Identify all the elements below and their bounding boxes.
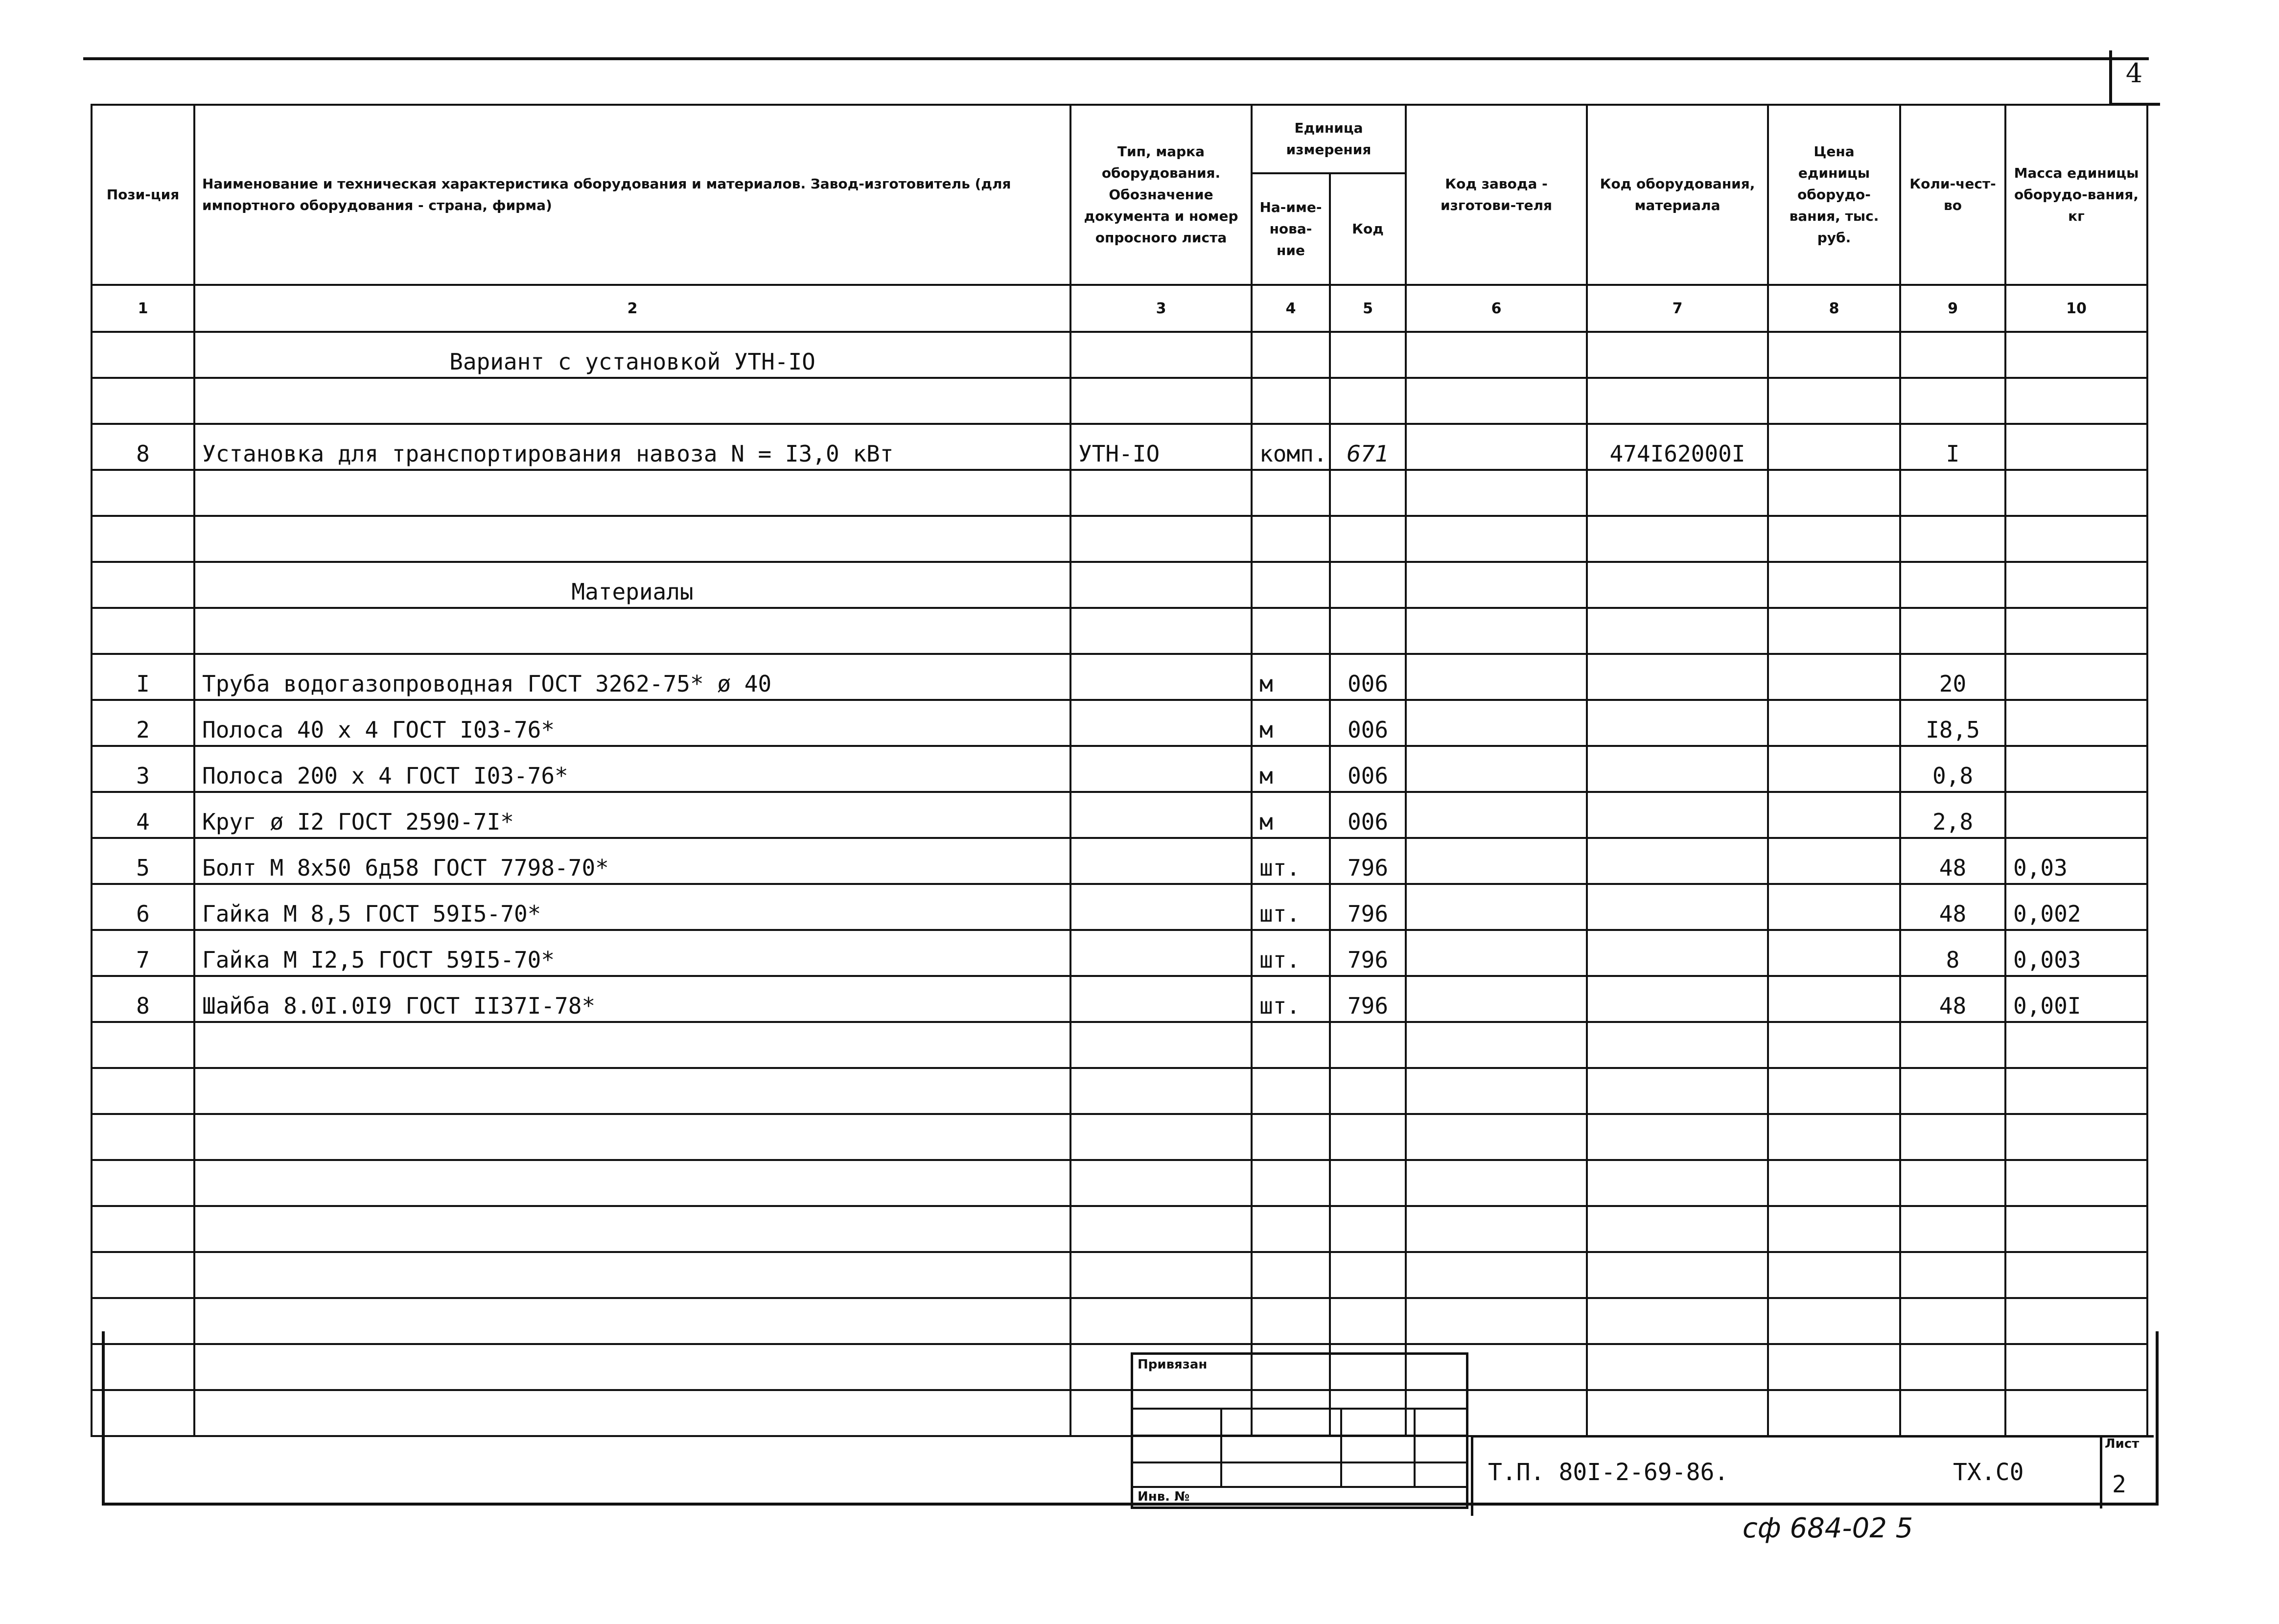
cell-mass	[2005, 1114, 2147, 1160]
cell-maker-code	[1406, 976, 1587, 1022]
cell-mass	[2005, 1068, 2147, 1114]
cell-type: УТН-IO	[1070, 424, 1252, 470]
cell-name: Труба водогазопроводная ГОСТ 3262-75* ø 40	[194, 654, 1070, 700]
table-row	[92, 838, 2147, 884]
cell-name	[194, 1252, 1070, 1298]
cell-mass	[2005, 654, 2147, 700]
cell-name: Круг ø I2 ГОСТ 2590-7I*	[194, 792, 1070, 838]
sheet-label: Лист	[2105, 1437, 2139, 1451]
cell-maker-code	[1406, 1252, 1587, 1298]
cell-name: Полоса 40 х 4 ГОСТ I03-76*	[194, 700, 1070, 746]
cell-maker-code	[1406, 1068, 1587, 1114]
cell-quantity	[1900, 516, 2005, 562]
cell-quantity: 0,8	[1900, 746, 2005, 792]
cell-position: 2	[92, 700, 194, 746]
cell-equip-code	[1587, 838, 1768, 884]
cell-maker-code	[1406, 470, 1587, 516]
cell-unit-code	[1330, 1252, 1406, 1298]
binding-block	[1131, 1352, 1468, 1509]
cell-unit-code	[1330, 1068, 1406, 1114]
cell-position: 6	[92, 884, 194, 930]
cell-quantity	[1900, 608, 2005, 654]
cell-quantity	[1900, 1206, 2005, 1252]
cell-mass	[2005, 1160, 2147, 1206]
cell-unit-code	[1330, 332, 1406, 378]
cell-unit-code: 006	[1330, 746, 1406, 792]
cell-type	[1070, 1114, 1252, 1160]
cell-position	[92, 1206, 194, 1252]
column-number: 3	[1070, 285, 1252, 332]
cell-type	[1070, 838, 1252, 884]
cell-position	[92, 1068, 194, 1114]
header-equip-code: Код оборудования, материала	[1587, 105, 1768, 285]
cell-type	[1070, 700, 1252, 746]
cell-name: Гайка М 8,5 ГОСТ 59I5-70*	[194, 884, 1070, 930]
cell-quantity: 48	[1900, 976, 2005, 1022]
cell-position: 7	[92, 930, 194, 976]
cell-unit-code	[1330, 516, 1406, 562]
cell-quantity	[1900, 1160, 2005, 1206]
column-number: 10	[2005, 285, 2147, 332]
cell-quantity	[1900, 470, 2005, 516]
cell-equip-code	[1587, 884, 1768, 930]
header-quantity: Коли-чест-во	[1900, 105, 2005, 285]
cell-maker-code	[1406, 930, 1587, 976]
cell-mass	[2005, 1252, 2147, 1298]
cell-quantity: I	[1900, 424, 2005, 470]
cell-price	[1768, 1114, 1900, 1160]
cell-equip-code	[1587, 470, 1768, 516]
document-number: Т.П. 80I-2-69-86.	[1488, 1459, 1729, 1486]
table-row	[92, 1022, 2147, 1068]
cell-quantity: 20	[1900, 654, 2005, 700]
cell-name	[194, 470, 1070, 516]
cell-quantity	[1900, 1022, 2005, 1068]
cell-maker-code	[1406, 838, 1587, 884]
cell-price	[1768, 424, 1900, 470]
header-name: Наименование и техническая характеристика оборудования и материалов. Завод-изготовитель (для импортного оборудования - страна, фирма)	[194, 105, 1070, 285]
inventory-label: Инв. №	[1138, 1489, 1190, 1504]
cell-maker-code	[1406, 1160, 1587, 1206]
cell-position	[92, 1252, 194, 1298]
cell-name	[194, 608, 1070, 654]
cell-equip-code	[1587, 1160, 1768, 1206]
cell-price	[1768, 1068, 1900, 1114]
cell-mass	[2005, 700, 2147, 746]
cell-type	[1070, 1160, 1252, 1206]
cell-position	[92, 470, 194, 516]
cell-maker-code	[1406, 746, 1587, 792]
cell-price	[1768, 792, 1900, 838]
cell-type	[1070, 608, 1252, 654]
table-row	[92, 654, 2147, 700]
cell-maker-code	[1406, 424, 1587, 470]
cell-mass	[2005, 424, 2147, 470]
archive-stamp: сф 684-02 5	[1743, 1512, 1913, 1544]
cell-type	[1070, 562, 1252, 608]
cell-price	[1768, 1206, 1900, 1252]
column-number: 6	[1406, 285, 1587, 332]
cell-equip-code: 474I62000I	[1587, 424, 1768, 470]
cell-maker-code	[1406, 1114, 1587, 1160]
cell-unit-name	[1252, 1114, 1330, 1160]
column-number: 7	[1587, 285, 1768, 332]
table-row	[92, 378, 2147, 424]
cell-unit-name	[1252, 1068, 1330, 1114]
cell-name	[194, 516, 1070, 562]
cell-name: Гайка М I2,5 ГОСТ 59I5-70*	[194, 930, 1070, 976]
cell-position	[92, 562, 194, 608]
cell-equip-code	[1587, 1068, 1768, 1114]
cell-name: Полоса 200 х 4 ГОСТ I03-76*	[194, 746, 1070, 792]
cell-quantity	[1900, 332, 2005, 378]
cell-position	[92, 1114, 194, 1160]
cell-quantity	[1900, 378, 2005, 424]
cell-position	[92, 378, 194, 424]
cell-mass	[2005, 608, 2147, 654]
cell-unit-code	[1330, 1160, 1406, 1206]
cell-quantity: 48	[1900, 884, 2005, 930]
column-number: 1	[92, 285, 194, 332]
cell-unit-code: 796	[1330, 930, 1406, 976]
cell-price	[1768, 470, 1900, 516]
cell-type	[1070, 1206, 1252, 1252]
cell-type	[1070, 470, 1252, 516]
table-row	[92, 516, 2147, 562]
cell-type	[1070, 378, 1252, 424]
cell-quantity: 2,8	[1900, 792, 2005, 838]
cell-quantity	[1900, 1114, 2005, 1160]
cell-type	[1070, 746, 1252, 792]
cell-equip-code	[1587, 976, 1768, 1022]
cell-unit-code: 006	[1330, 654, 1406, 700]
cell-unit-code: 796	[1330, 976, 1406, 1022]
cell-price	[1768, 562, 1900, 608]
cell-unit-code: 796	[1330, 884, 1406, 930]
cell-equip-code	[1587, 700, 1768, 746]
cell-name: Установка для транспортирования навоза N = I3,0 кВт	[194, 424, 1070, 470]
cell-equip-code	[1587, 930, 1768, 976]
cell-type	[1070, 332, 1252, 378]
cell-maker-code	[1406, 562, 1587, 608]
cell-type	[1070, 930, 1252, 976]
cell-type	[1070, 884, 1252, 930]
cell-unit-name	[1252, 1160, 1330, 1206]
bound-label: Привязан	[1138, 1357, 1208, 1372]
cell-unit-name: м	[1252, 792, 1330, 838]
cell-quantity	[1900, 1068, 2005, 1114]
cell-unit-name	[1252, 1022, 1330, 1068]
header-unit-name: На-име-нова-ние	[1252, 173, 1330, 285]
header-mass: Масса единицы оборудо-вания, кг	[2005, 105, 2147, 285]
header-position: Пози-ция	[92, 105, 194, 285]
table-row	[92, 1252, 2147, 1298]
cell-price	[1768, 516, 1900, 562]
cell-position: 3	[92, 746, 194, 792]
cell-position	[92, 1022, 194, 1068]
cell-price	[1768, 1252, 1900, 1298]
column-number: 4	[1252, 285, 1330, 332]
cell-type	[1070, 654, 1252, 700]
cell-type	[1070, 1252, 1252, 1298]
cell-quantity: 8	[1900, 930, 2005, 976]
cell-unit-name	[1252, 470, 1330, 516]
cell-unit-code: 796	[1330, 838, 1406, 884]
cell-price	[1768, 1022, 1900, 1068]
cell-mass	[2005, 792, 2147, 838]
column-number: 2	[194, 285, 1070, 332]
cell-unit-name	[1252, 332, 1330, 378]
column-number: 8	[1768, 285, 1900, 332]
cell-position	[92, 516, 194, 562]
table-row	[92, 1068, 2147, 1114]
cell-price	[1768, 930, 1900, 976]
cell-maker-code	[1406, 516, 1587, 562]
cell-mass	[2005, 746, 2147, 792]
cell-equip-code	[1587, 1022, 1768, 1068]
cell-equip-code	[1587, 654, 1768, 700]
specification-table	[91, 104, 2148, 1437]
top-border-line	[83, 57, 2149, 60]
cell-unit-name	[1252, 1252, 1330, 1298]
cell-unit-code	[1330, 378, 1406, 424]
header-unit-group: Единица измерения	[1252, 105, 1406, 173]
cell-maker-code	[1406, 332, 1587, 378]
cell-name	[194, 1160, 1070, 1206]
table-row	[92, 1206, 2147, 1252]
cell-position	[92, 1160, 194, 1206]
cell-mass	[2005, 516, 2147, 562]
cell-price	[1768, 608, 1900, 654]
cell-equip-code	[1587, 792, 1768, 838]
cell-unit-name: м	[1252, 746, 1330, 792]
cell-price	[1768, 884, 1900, 930]
cell-quantity: 48	[1900, 838, 2005, 884]
cell-name	[194, 378, 1070, 424]
cell-maker-code	[1406, 792, 1587, 838]
cell-price	[1768, 378, 1900, 424]
cell-unit-code	[1330, 1022, 1406, 1068]
cell-name	[194, 1068, 1070, 1114]
page-number: 4	[2125, 58, 2143, 89]
sheet-number: 2	[2112, 1471, 2126, 1498]
table-row	[92, 976, 2147, 1022]
cell-name	[194, 1206, 1070, 1252]
cell-unit-name: шт.	[1252, 930, 1330, 976]
table-row	[92, 562, 2147, 608]
table-row	[92, 424, 2147, 470]
table-row	[92, 700, 2147, 746]
cell-price	[1768, 838, 1900, 884]
cell-price	[1768, 1160, 1900, 1206]
table-row	[92, 792, 2147, 838]
cell-maker-code	[1406, 378, 1587, 424]
cell-unit-name: шт.	[1252, 976, 1330, 1022]
cell-unit-name	[1252, 516, 1330, 562]
cell-unit-name	[1252, 608, 1330, 654]
cell-position: 4	[92, 792, 194, 838]
cell-unit-code	[1330, 1114, 1406, 1160]
cell-position: 8	[92, 424, 194, 470]
cell-equip-code	[1587, 516, 1768, 562]
header-unit-code: Код	[1330, 173, 1406, 285]
cell-equip-code	[1587, 562, 1768, 608]
cell-type	[1070, 976, 1252, 1022]
cell-unit-code: 006	[1330, 700, 1406, 746]
table-row	[92, 332, 2147, 378]
cell-type	[1070, 1022, 1252, 1068]
header-type: Тип, марка оборудования. Обозначение документа и номер опросного листа	[1070, 105, 1252, 285]
cell-unit-name: шт.	[1252, 838, 1330, 884]
cell-equip-code	[1587, 378, 1768, 424]
cell-quantity	[1900, 562, 2005, 608]
cell-mass	[2005, 378, 2147, 424]
cell-position: 8	[92, 976, 194, 1022]
cell-unit-name: комп.	[1252, 424, 1330, 470]
cell-name	[194, 1114, 1070, 1160]
cell-quantity: I8,5	[1900, 700, 2005, 746]
cell-mass: 0,003	[2005, 930, 2147, 976]
cell-position: 5	[92, 838, 194, 884]
cell-maker-code	[1406, 654, 1587, 700]
cell-unit-code: 006	[1330, 792, 1406, 838]
cell-price	[1768, 654, 1900, 700]
cell-price	[1768, 700, 1900, 746]
binding-grid	[1131, 1352, 1468, 1509]
cell-unit-name	[1252, 378, 1330, 424]
cell-unit-name	[1252, 562, 1330, 608]
cell-position: I	[92, 654, 194, 700]
document-code: ТХ.С0	[1953, 1459, 2024, 1486]
cell-unit-name: м	[1252, 654, 1330, 700]
cell-equip-code	[1587, 746, 1768, 792]
table-row	[92, 930, 2147, 976]
cell-mass	[2005, 562, 2147, 608]
header-price: Цена единицы оборудо-вания, тыс. руб.	[1768, 105, 1900, 285]
cell-equip-code	[1587, 1252, 1768, 1298]
cell-equip-code	[1587, 332, 1768, 378]
table-row	[92, 746, 2147, 792]
cell-name: Вариант с установкой УТН-IO	[194, 332, 1070, 378]
column-number: 5	[1330, 285, 1406, 332]
cell-unit-code	[1330, 608, 1406, 654]
cell-price	[1768, 332, 1900, 378]
cell-mass: 0,03	[2005, 838, 2147, 884]
cell-price	[1768, 746, 1900, 792]
cell-mass	[2005, 1206, 2147, 1252]
cell-mass	[2005, 332, 2147, 378]
table-row	[92, 608, 2147, 654]
cell-equip-code	[1587, 1114, 1768, 1160]
cell-unit-code	[1330, 562, 1406, 608]
cell-type	[1070, 1068, 1252, 1114]
cell-unit-name: шт.	[1252, 884, 1330, 930]
cell-maker-code	[1406, 1022, 1587, 1068]
column-number: 9	[1900, 285, 2005, 332]
cell-mass	[2005, 470, 2147, 516]
table-row	[92, 1114, 2147, 1160]
table-row	[92, 470, 2147, 516]
cell-name: Болт М 8х50 6д58 ГОСТ 7798-70*	[194, 838, 1070, 884]
cell-unit-code	[1330, 1206, 1406, 1252]
cell-mass	[2005, 1022, 2147, 1068]
cell-name: Шайба 8.0I.0I9 ГОСТ II37I-78*	[194, 976, 1070, 1022]
header-maker-code: Код завода - изготови-теля	[1406, 105, 1587, 285]
cell-position	[92, 608, 194, 654]
cell-type	[1070, 516, 1252, 562]
cell-position	[92, 332, 194, 378]
cell-maker-code	[1406, 1206, 1587, 1252]
table-row	[92, 884, 2147, 930]
table-row	[92, 1160, 2147, 1206]
cell-name: Материалы	[194, 562, 1070, 608]
cell-equip-code	[1587, 608, 1768, 654]
cell-maker-code	[1406, 608, 1587, 654]
cell-mass: 0,002	[2005, 884, 2147, 930]
cell-equip-code	[1587, 1206, 1768, 1252]
cell-price	[1768, 976, 1900, 1022]
column-number-row	[92, 285, 2147, 332]
cell-unit-code: 671	[1330, 424, 1406, 470]
cell-maker-code	[1406, 700, 1587, 746]
cell-unit-code	[1330, 470, 1406, 516]
cell-maker-code	[1406, 884, 1587, 930]
cell-unit-name: м	[1252, 700, 1330, 746]
cell-quantity	[1900, 1252, 2005, 1298]
cell-unit-name	[1252, 1206, 1330, 1252]
cell-name	[194, 1022, 1070, 1068]
cell-type	[1070, 792, 1252, 838]
cell-mass: 0,00I	[2005, 976, 2147, 1022]
